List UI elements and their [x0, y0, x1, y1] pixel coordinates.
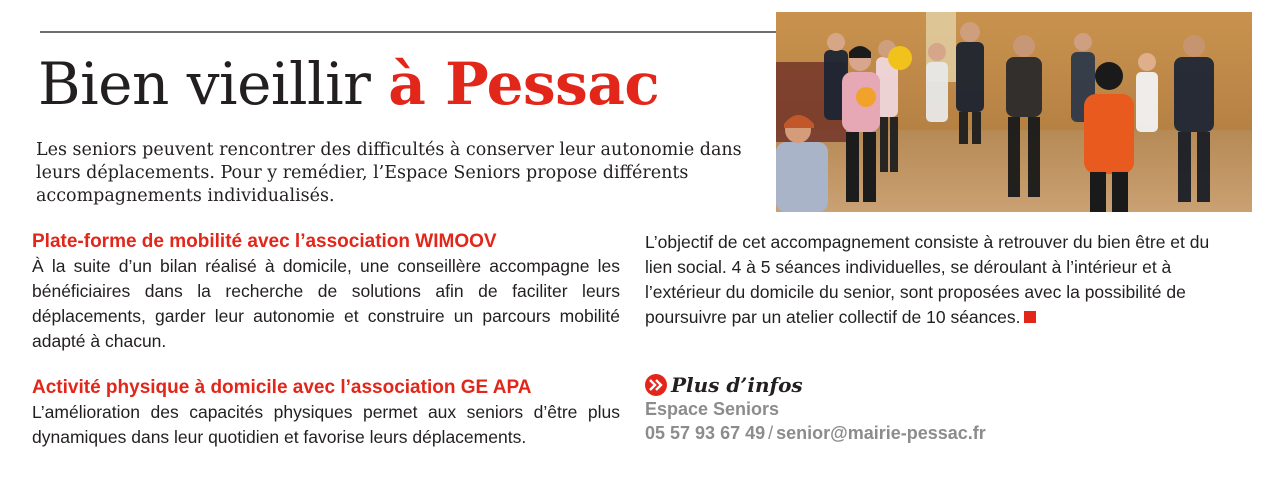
- section-body-ge-apa: L’amélioration des capacités physiques permet aux seniors d’être plus dynamiques dans leur quotidien et favorise leurs déplacements.: [32, 402, 620, 447]
- right-column-text: L’objectif de cet accompagnement consiste à retrouver du bien être et du lien social. 4 à 5 séances individuelles, se déroulant à l’intérieur et à l’extérieur du domicile du senior, sont proposées avec la possibilité de poursuivre par un atelier collectif de 10 séances.: [645, 232, 1210, 327]
- info-contact: [645, 421, 1235, 445]
- title-accent: à Pessac: [388, 50, 660, 118]
- right-column-body: [645, 230, 1235, 330]
- info-separator: /: [768, 423, 774, 443]
- end-of-article-square-icon: [1024, 311, 1036, 323]
- info-name: Espace Seniors: [645, 399, 780, 419]
- header-rule: [40, 31, 776, 33]
- double-chevron-right-icon: [645, 374, 667, 396]
- info-phone[interactable]: 05 57 93 67 49: [645, 423, 766, 443]
- left-column: [32, 230, 620, 450]
- page-title: [38, 52, 659, 116]
- section-body-wimoov: À la suite d’un bilan réalisé à domicile, une conseillère accompagne les bénéficiaires dans la recherche de solutions afin de faciliter leurs déplacements, garder leur autonomie et construire un parcours mobilité adapté à chacun.: [32, 256, 620, 351]
- section-title-ge-apa: Activité physique à domicile avec l’association GE APA: [32, 377, 532, 398]
- lead-paragraph: Les seniors peuvent rencontrer des difficultés à conserver leur autonomie dans leurs déplacements. Pour y remédier, l’Espace Seniors propose différents accompagnements individualisés.: [36, 140, 742, 206]
- title-plain: Bien vieillir: [38, 50, 389, 118]
- section-title-wimoov: Plate-forme de mobilité avec l’association WIMOOV: [32, 231, 497, 252]
- info-email-link[interactable]: senior@mairie-pessac.fr: [776, 423, 986, 443]
- info-title: Plus d’infos: [671, 373, 803, 397]
- seniors-exercise-photo: [776, 12, 1252, 212]
- info-header: [645, 373, 1235, 397]
- right-column: [645, 230, 1235, 445]
